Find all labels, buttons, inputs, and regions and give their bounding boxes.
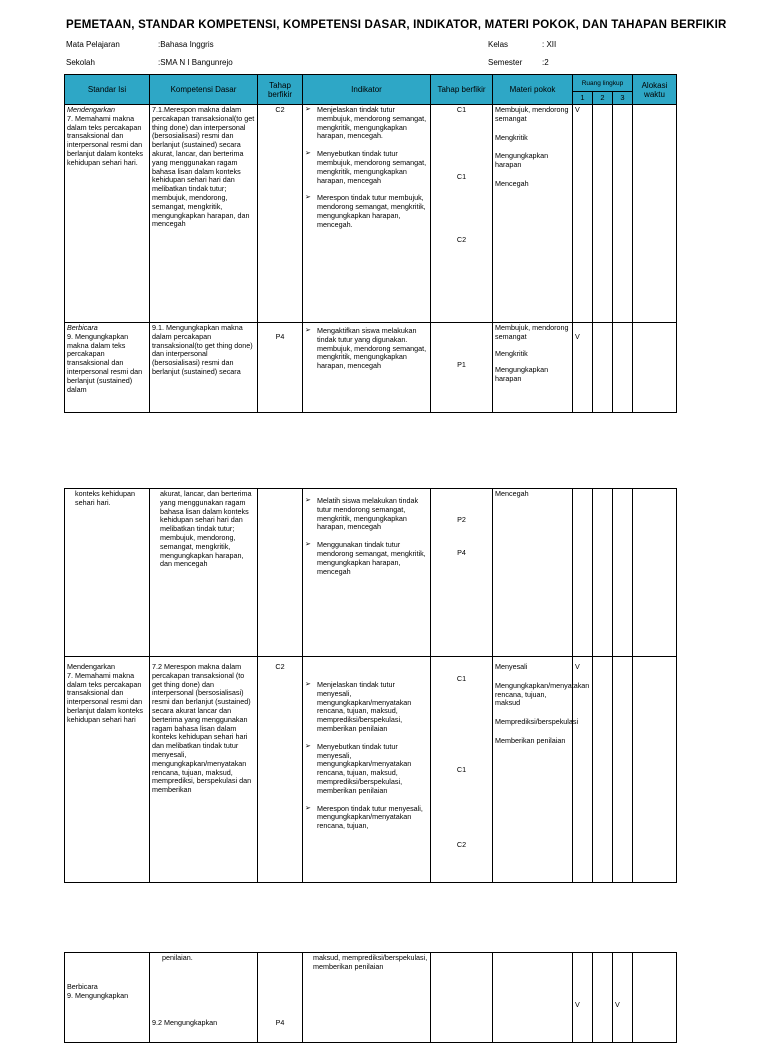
document-title: PEMETAAN, STANDAR KOMPETENSI, KOMPETENSI DASAR, INDIKATOR, MATERI POKOK, DAN TAHAPAN BERFIKIR bbox=[66, 19, 727, 31]
semester-value: :2 bbox=[542, 58, 549, 67]
indikator-item: ➢ Merespon tindak tutur menyesali, mengungkapkan/menyatakan rencana, tujuan, bbox=[305, 805, 428, 831]
header-materi-pokok: Materi pokok bbox=[493, 75, 573, 105]
header-tahap-berfikir: Tahap berfikir bbox=[258, 75, 303, 105]
tahap-item: C2 bbox=[456, 234, 467, 244]
mapping-table-page-2 bbox=[64, 488, 677, 883]
header-tahap-berfikir-2: Tahap berfikir bbox=[431, 75, 493, 105]
sk-text: 7. Memahami makna dalam teks percakapan transaksional dan interpersonal resmi dan berlanjut dalam konteks kehidupan sehari hari bbox=[67, 670, 143, 724]
header-kompetensi-dasar: Kompetensi Dasar bbox=[150, 75, 258, 105]
kd-text: 9.2 Mengungkapkan bbox=[152, 1017, 218, 1027]
tahap-item: P2 bbox=[457, 515, 466, 524]
header-ruang-3: 3 bbox=[613, 92, 633, 105]
indikator-item: ➢ Merespon tindak tutur membujuk, mendorong semangat, mengkritik, mengungkapkan harapan, mencegah. bbox=[305, 194, 428, 229]
header-ruang-lingkup: Ruang lingkup bbox=[573, 75, 633, 92]
materi-item: Memprediksi/berspekulasi bbox=[495, 717, 579, 727]
materi-item: Mencegah bbox=[495, 178, 529, 188]
tahap-item: C2 bbox=[456, 839, 467, 849]
tahap-item: C1 bbox=[456, 105, 467, 114]
sekolah-value: :SMA N I Bangunrejo bbox=[158, 58, 233, 67]
table-row bbox=[65, 105, 677, 323]
tahap-item: C1 bbox=[456, 171, 467, 181]
sk-heading: Berbicara bbox=[67, 982, 98, 991]
ruang-1-check: V bbox=[573, 953, 593, 1043]
indikator-item: ➢ Menyebutkan tindak tutur membujuk, mendorong semangat, mengkritik, mengungkapkan harapan, mencegah bbox=[305, 150, 428, 185]
materi-item: Membujuk, mendorong semangat bbox=[495, 105, 569, 123]
tahap-item: P1 bbox=[431, 323, 493, 413]
table-row bbox=[65, 953, 677, 1043]
materi-item: Mencegah bbox=[493, 489, 573, 657]
materi-item: Memberikan penilaian bbox=[495, 735, 566, 745]
materi-item: Mengkritik bbox=[495, 348, 528, 358]
indikator-item: ➢ Menjelaskan tindak tutur menyesali, mengungkapkan/menyatakan rencana, tujuan, maksud, memprediksi/berspekulasi, memberikan penilaian bbox=[305, 681, 428, 734]
sk-heading: Mendengarkan bbox=[67, 662, 115, 671]
tahap-item: P4 bbox=[457, 547, 466, 557]
tahap-value: C2 bbox=[258, 105, 303, 323]
kelas-label: Kelas bbox=[488, 40, 509, 49]
mapel-label: Mata Pelajaran bbox=[66, 40, 120, 49]
sk-heading: Berbicara bbox=[67, 323, 98, 332]
header-ruang-2: 2 bbox=[593, 92, 613, 105]
materi-item: Mengkritik bbox=[495, 132, 528, 142]
materi-item: Menyesali bbox=[495, 662, 528, 671]
kd-text: akurat, lancar, dan berterima yang menggunakan ragam bahasa lisan dalam konteks kehidupan sehari hari dan melibatkan tindak tutur; membujuk, mendorong, semangat, mengkritik, mengungkapkan harapan, dan mencegah bbox=[150, 489, 258, 657]
sk-text: 7. Memahami makna dalam teks percakapan transaksional dan interpersonal resmi dan berlanjut dalam konteks kehidupan sehari hari. bbox=[67, 113, 143, 167]
semester-label: Semester bbox=[488, 58, 523, 67]
kelas-value: : XII bbox=[542, 40, 557, 49]
materi-item: Mengungkapkan/menyatakan rencana, tujuan, maksud bbox=[495, 680, 590, 708]
header-standar-isi: Standar Isi bbox=[65, 75, 150, 105]
sk-text: 9. Mengungkapkan makna dalam teks percakapan transaksional dan interpersonal resmi dan berlanjut (sustained) dalam bbox=[67, 331, 143, 394]
sk-text: 9. Mengungkapkan bbox=[67, 990, 129, 1000]
tahap-item: C1 bbox=[456, 764, 467, 774]
mapel-value: :Bahasa Inggris bbox=[158, 40, 214, 49]
tahap-value: P4 bbox=[258, 953, 303, 1043]
table-row bbox=[65, 657, 677, 883]
sk-heading: Mendengarkan bbox=[67, 105, 115, 114]
table-row bbox=[65, 323, 677, 413]
indikator-item: ➢ Menjelaskan tindak tutur membujuk, mendorong semangat, mengkritik, mengungkapkan harapan, mencegah. bbox=[305, 106, 428, 141]
tahap-item: C1 bbox=[456, 674, 467, 683]
table-row bbox=[65, 489, 677, 657]
indikator-item: ➢ Menyebutkan tindak tutur menyesali, mengungkapkan/menyatakan rencana, tujuan, maksud, memprediksi/berspekulasi, memberikan penilaian bbox=[305, 743, 428, 796]
kd-text: 7.2 Merespon makna dalam percakapan transaksional (to get thing done) dan interpersonal (bersosialisasi) resmi dan berlanjut (sustained) secara akurat lancar dan berterima yang menggunakan ragam bahasa lisan dalam konteks kehidupan sehari hari dan melibatkan tindak tutur menyesali, mengungkapkan/menyatakan rencana, tujuan, maksud, memprediksi, berspekulasi dan memberikan bbox=[150, 657, 258, 883]
header-alokasi-waktu: Alokasi waktu bbox=[633, 75, 677, 105]
materi-item: Mengungkapkan harapan bbox=[495, 365, 549, 384]
materi-item: Membujuk, mendorong semangat bbox=[495, 323, 569, 341]
kd-text: penilaian. bbox=[162, 953, 193, 962]
kd-text: 7.1.Merespon makna dalam percakapan transaksional(to get thing done) dan interpersonal (bersosialisasi) resmi dan berlanjut (sustained) secara akurat, lancar, dan berterima yang menggunakan ragam bahasa lisan dalam konteks kehidupan sehari hari dan melibatkan tindak tutur; membujuk, mendorong, semangat, mengkritik, mengungkapkan harapan, dan mencegah bbox=[150, 105, 258, 323]
sk-text: konteks kehidupan sehari hari. bbox=[65, 489, 150, 657]
kd-text: 9.1. Mengungkapkan makna dalam percakapan transaksional(to get thing done) dan interpersonal (bersosialisasi) resmi dan berlanjut (sustained) secara bbox=[150, 323, 258, 413]
indikator-text: maksud, memprediksi/berspekulasi, memberikan penilaian bbox=[303, 953, 431, 1043]
indikator-item: ➢ Menggunakan tindak tutur mendorong semangat, mengkritik, mengungkapkan harapan, mencegah bbox=[305, 541, 428, 576]
indikator-item: ➢ Mengaktifkan siswa melakukan tindak tutur yang digunakan. membujuk, mendorong semangat, mengkritik, mengungkapkan harapan, mencegah bbox=[305, 327, 428, 371]
sekolah-label: Sekolah bbox=[66, 58, 95, 67]
ruang-1-check: V bbox=[573, 323, 593, 413]
indikator-item: ➢ Melatih siswa melakukan tindak tutur mendorong semangat, mengkritik, mengungkapkan harapan, mencegah bbox=[305, 497, 428, 532]
tahap-value: P4 bbox=[258, 323, 303, 413]
ruang-3-check: V bbox=[613, 953, 633, 1043]
materi-item: Mengungkapkan harapan bbox=[495, 151, 549, 170]
tahap-value: C2 bbox=[258, 657, 303, 883]
header-ruang-1: 1 bbox=[573, 92, 593, 105]
ruang-1-check: V bbox=[573, 105, 593, 323]
header-indikator: Indikator bbox=[303, 75, 431, 105]
ruang-1-check: V bbox=[573, 657, 593, 883]
mapping-table-page-1 bbox=[64, 74, 677, 413]
mapping-table-page-3 bbox=[64, 952, 677, 1043]
